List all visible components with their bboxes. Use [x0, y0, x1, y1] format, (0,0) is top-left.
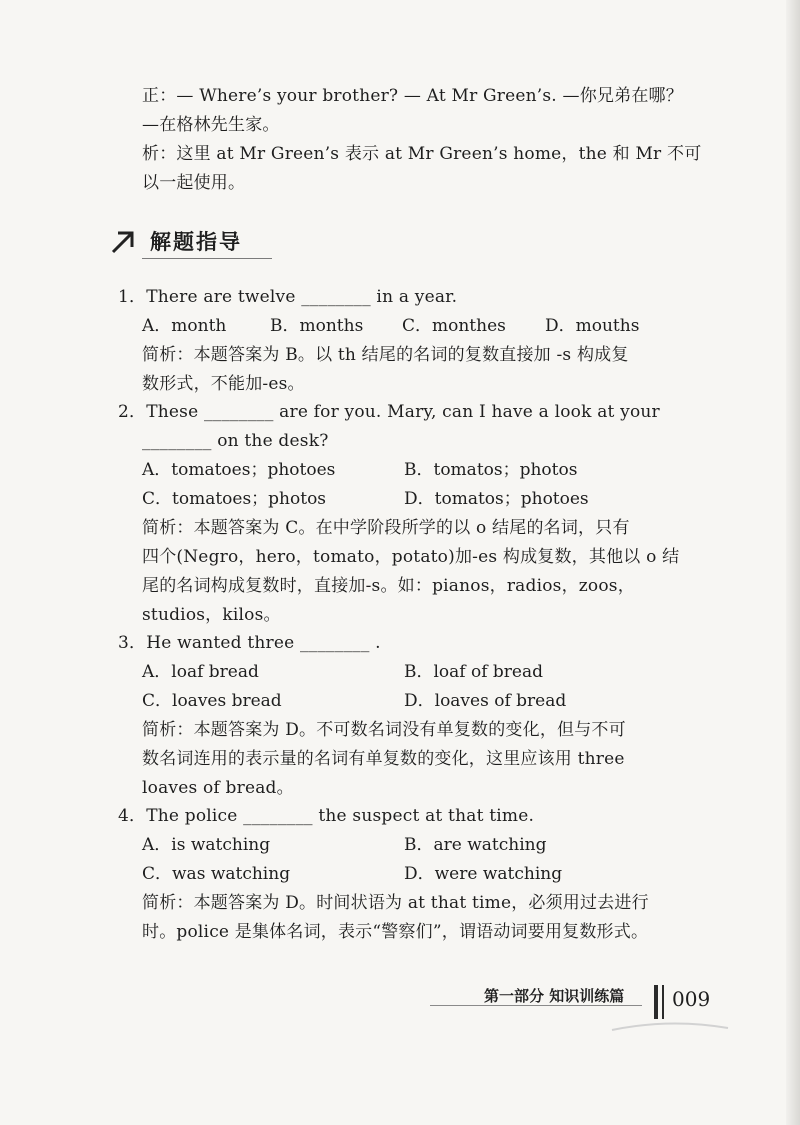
q1-option-a: A．month	[142, 316, 227, 336]
q2-option-a: A．tomatoes；photoes	[142, 460, 336, 480]
q2-option-c: C．tomatoes；photos	[142, 489, 327, 509]
q3-option-d: D．loaves of bread	[404, 691, 567, 711]
q3-option-a: A．loaf bread	[142, 662, 259, 682]
q4-stem: 4．The police ________ the suspect at that time.	[118, 806, 535, 826]
q1-option-d: D．mouths	[545, 316, 640, 336]
footer-divider-thick	[654, 985, 658, 1019]
q2-explanation-3: 尾的名词构成复数时，直接加-s。如：pianos，radios，zoos，	[142, 576, 635, 596]
q2-stem-2: ________ on the desk?	[142, 431, 329, 451]
q2-option-d: D．tomatos；photoes	[404, 489, 589, 509]
footer-swoosh-decoration	[610, 1020, 730, 1032]
q3-explanation-2: 数名词连用的表示量的名词有单复数的变化，这里应该用 three	[142, 749, 625, 769]
q4-option-c: C．was watching	[142, 864, 291, 884]
intro-line-2: —在格林先生家。	[142, 115, 280, 135]
q3-explanation-3: loaves of bread。	[142, 778, 294, 798]
q4-option-b: B．are watching	[404, 835, 547, 855]
q2-option-b: B．tomatos；photos	[404, 460, 578, 480]
intro-line-1: 正：— Where’s your brother? — At Mr Green’s. —你兄弟在哪？	[142, 86, 683, 106]
q1-option-b: B．months	[270, 316, 364, 336]
page-edge-shadow	[786, 0, 800, 1125]
page-number: 009	[672, 987, 711, 1011]
q2-explanation-1: 简析：本题答案为 C。在中学阶段所学的以 o 结尾的名词，只有	[142, 518, 630, 538]
intro-line-3: 析：这里 at Mr Green’s 表示 at Mr Green’s home，the 和 Mr 不可	[142, 144, 702, 164]
q4-option-a: A．is watching	[142, 835, 271, 855]
q3-option-c: C．loaves bread	[142, 691, 282, 711]
diagonal-arrow-icon	[108, 227, 138, 257]
q1-explanation-1: 简析：本题答案为 B。以 th 结尾的名词的复数直接加 -s 构成复	[142, 345, 629, 365]
footer-section-title: 第一部分 知识训练篇	[484, 987, 625, 1005]
q1-stem: 1．There are twelve ________ in a year.	[118, 287, 458, 307]
q1-option-c: C．monthes	[402, 316, 506, 336]
q3-explanation-1: 简析：本题答案为 D。不可数名词没有单复数的变化，但与不可	[142, 720, 626, 740]
intro-line-4: 以一起使用。	[142, 173, 246, 193]
q4-option-d: D．were watching	[404, 864, 563, 884]
q2-explanation-4: studios，kilos。	[142, 605, 281, 625]
footer-rule	[430, 1005, 642, 1006]
q3-option-b: B．loaf of bread	[404, 662, 544, 682]
q1-explanation-2: 数形式，不能加-es。	[142, 374, 305, 394]
q2-stem-1: 2．These ________ are for you. Mary, can I have a look at your	[118, 402, 660, 422]
section-underline	[142, 258, 272, 259]
footer-divider-thin	[662, 985, 664, 1019]
q2-explanation-2: 四个(Negro，hero，tomato，potato)加-es 构成复数，其他以 o 结	[142, 547, 680, 567]
q4-explanation-2: 时。police 是集体名词，表示“警察们”，谓语动词要用复数形式。	[142, 922, 649, 942]
q4-explanation-1: 简析：本题答案为 D。时间状语为 at that time，必须用过去进行	[142, 893, 649, 913]
section-title: 解题指导	[150, 230, 242, 254]
q3-stem: 3．He wanted three ________ .	[118, 633, 381, 653]
